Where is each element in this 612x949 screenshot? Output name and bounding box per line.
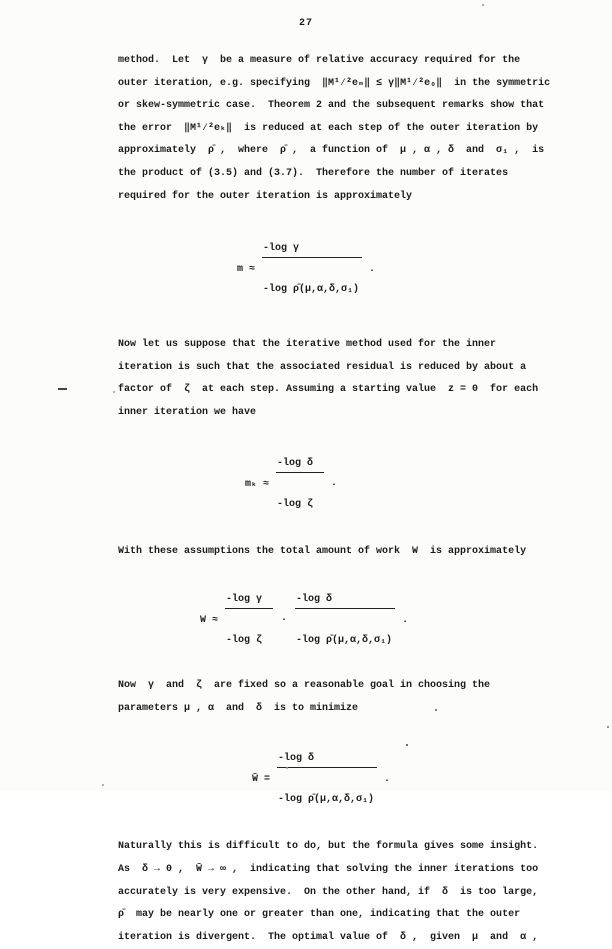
fraction	[277, 730, 377, 828]
body-line: method. Let γ be a measure of relative accuracy required for the	[118, 55, 521, 66]
fraction-numerator: -log δ	[276, 457, 324, 473]
page-content	[118, 50, 568, 949]
formula-normalized-work	[252, 730, 568, 828]
body-line: the error ‖M¹⁄²eₖ‖ is reduced at each step of the outer iteration by	[118, 122, 539, 134]
scan-speck	[102, 784, 104, 786]
fraction	[262, 220, 362, 318]
fraction-denominator: -log ρ̄(μ,α,δ,σ₁)	[278, 794, 375, 806]
body-line: iteration is divergent. The optimal value of δ , given μ and α ,	[118, 931, 539, 943]
scan-speck	[406, 744, 408, 746]
body-line: As δ → 0 , W̄ → ∞ , indicating that solving the inner iterations too	[118, 863, 539, 875]
fraction-denominator: -log ζ	[277, 498, 314, 510]
fraction-numerator: -log γ	[262, 242, 362, 258]
formula-inner-iterates	[245, 435, 568, 533]
formula-period: .	[369, 263, 376, 275]
formula-lhs: mₖ ≈	[245, 478, 270, 490]
body-line: parameters μ , α and δ is to minimize	[118, 702, 359, 714]
scan-speck	[286, 767, 288, 769]
body-line: ρ̄ may be nearly one or greater than one, indicating that the outer	[118, 909, 521, 921]
body-line: required for the outer iteration is approximately	[118, 190, 413, 202]
fraction-numerator: -log γ	[225, 593, 273, 609]
scan-speck	[113, 391, 115, 393]
body-line: Naturally this is difficult to do, but the formula gives some insight.	[118, 841, 539, 853]
body-line: factor of ζ at each step. Assuming a starting value z = 0 for each	[118, 384, 539, 396]
fraction	[276, 435, 324, 533]
body-line: inner iteration we have	[118, 406, 257, 418]
body-line: accurately is very expensive. On the other hand, if δ is too large,	[118, 886, 539, 898]
scan-mark-dash	[58, 388, 67, 390]
formula-lhs: W̄ =	[252, 773, 271, 785]
formula-period: .	[384, 773, 391, 785]
scan-speck	[435, 709, 437, 711]
page-number: 27	[298, 18, 313, 29]
fraction	[295, 571, 395, 669]
formula-period: .	[331, 478, 338, 490]
body-line: outer iteration, e.g. specifying ‖M¹⁄²eₘ‖ ≤ γ‖M¹⁄²e₀‖ in the symmetric	[118, 77, 551, 89]
formula-period: .	[402, 614, 409, 626]
fraction-numerator: -log δ	[277, 752, 377, 768]
body-line: approximately ρ̄ , where ρ̄ , a function of μ , α , δ and σ₁ , is	[118, 145, 545, 157]
body-line: Now γ and ζ are fixed so a reasonable goal in choosing the	[118, 680, 491, 692]
formula-lhs: m ≈	[237, 263, 256, 275]
formula-lhs: W ≈	[200, 614, 219, 626]
multiplication-dot: ·	[281, 614, 288, 626]
formula-outer-iterates	[237, 220, 568, 318]
scan-speck	[482, 4, 484, 6]
fraction	[225, 571, 273, 669]
body-line: iteration is such that the associated residual is reduced by about a	[118, 361, 527, 373]
body-line: the product of (3.5) and (3.7). Therefore the number of iterates	[118, 167, 509, 179]
fraction-numerator: -log δ	[295, 593, 395, 609]
formula-total-work	[200, 571, 568, 669]
fraction-denominator: -log ρ̄(μ,α,δ,σ₁)	[263, 284, 360, 296]
fraction-denominator: -log ρ̄(μ,α,δ,σ₁)	[296, 635, 393, 647]
scan-speck	[607, 726, 609, 728]
body-line: Now let us suppose that the iterative method used for the inner	[118, 339, 497, 351]
body-line: or skew-symmetric case. Theorem 2 and the subsequent remarks show that	[118, 100, 545, 112]
body-line: With these assumptions the total amount of work W is approximately	[118, 545, 527, 557]
fraction-denominator: -log ζ	[226, 635, 263, 647]
